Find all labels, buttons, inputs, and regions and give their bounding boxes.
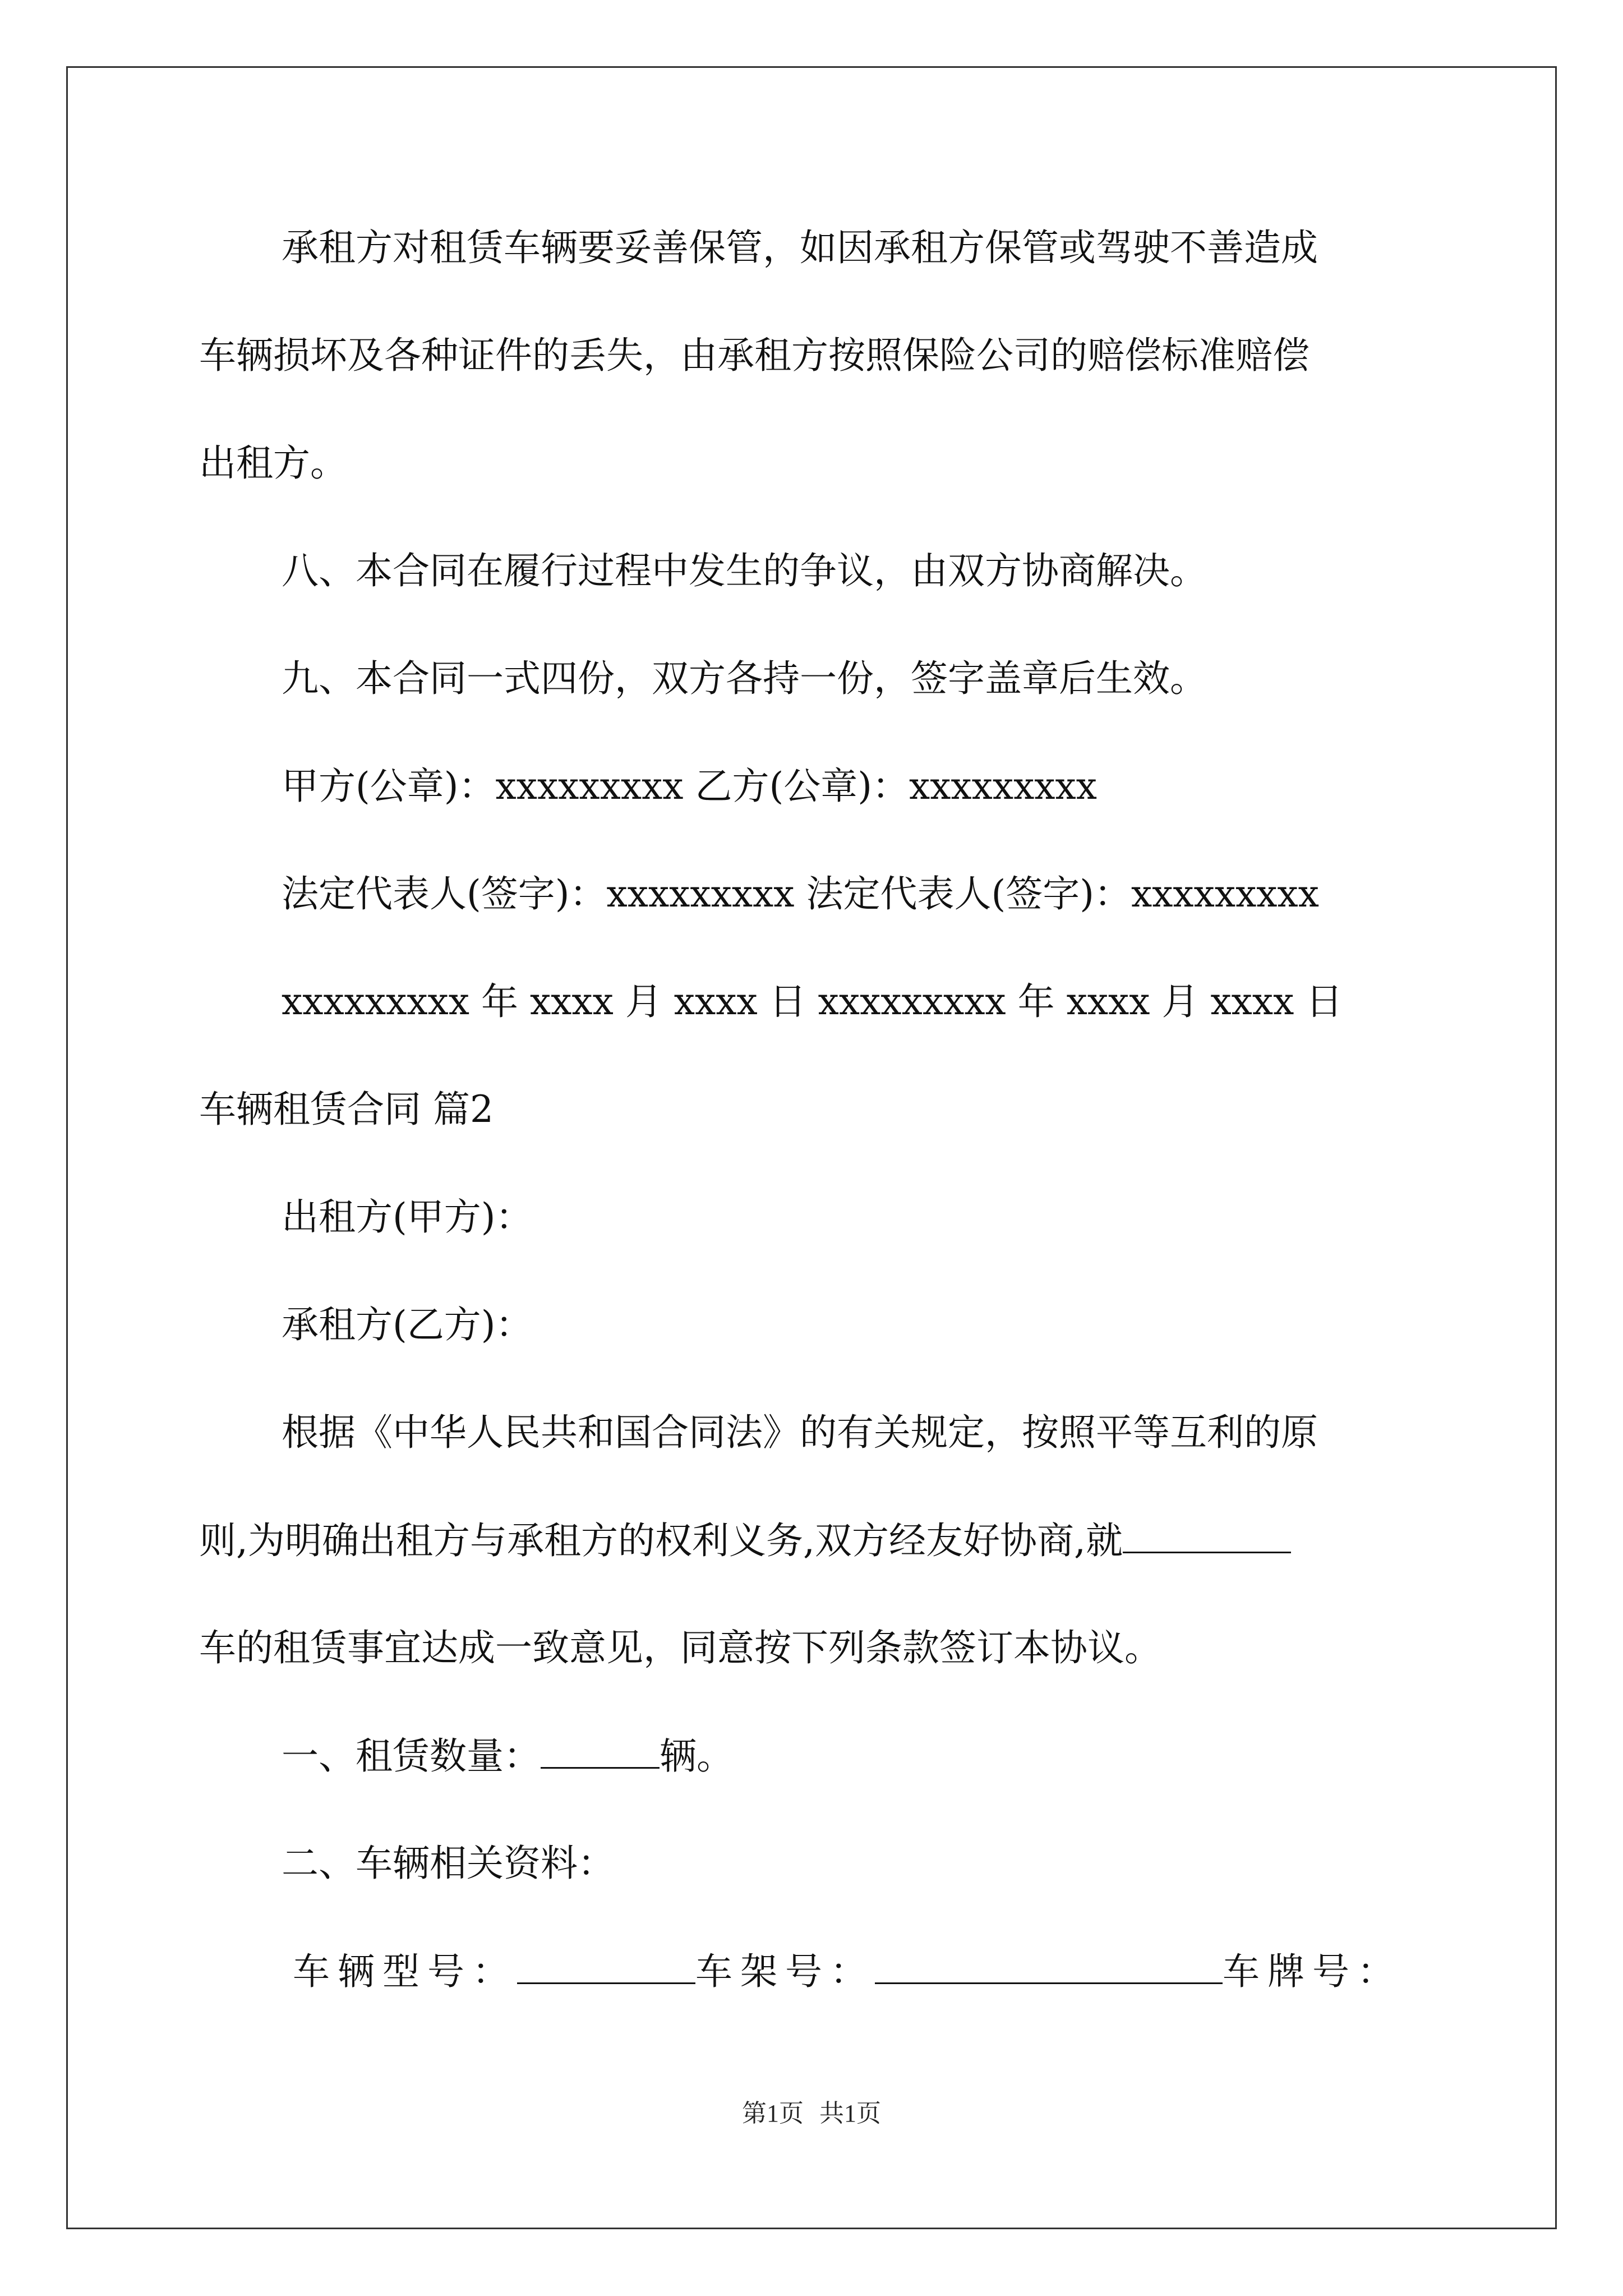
intro-line: 根据《中华人民共和国合同法》的有关规定，按照平等互利的原 <box>282 1411 1318 1454</box>
clause-9: 九、本合同一式四份，双方各持一份，签字盖章后生效。 <box>282 657 1207 700</box>
section-title: 车辆租赁合同 篇2 <box>199 1088 494 1131</box>
vehicle-info-line <box>293 1949 1402 1994</box>
item-1-prefix: 一、租赁数量： <box>282 1734 541 1778</box>
quantity-blank <box>541 1733 660 1769</box>
frame-no-label: 车架号： <box>695 1950 875 1993</box>
clause-8: 八、本合同在履行过程中发生的争议，由双方协商解决。 <box>282 549 1207 592</box>
intro-line <box>199 1518 1291 1563</box>
paragraph-line: 车辆损坏及各种证件的丢失，由承租方按照保险公司的赔偿标准赔偿 <box>199 334 1310 377</box>
representative-line: 法定代表人(签字)：xxxxxxxxx 法定代表人(签字)：xxxxxxxxx <box>282 872 1319 915</box>
date-line: xxxxxxxxx 年 xxxx 月 xxxx 日 xxxxxxxxx 年 xxxx 月 xxxx 日 <box>282 980 1343 1023</box>
paragraph-line: 出租方。 <box>199 441 347 485</box>
vehicle-model-blank <box>517 1949 695 1984</box>
page-current: 第1页 <box>742 2100 804 2127</box>
intro-line-text: 则,为明确出租方与承租方的权利义务,双方经友好协商,就 <box>199 1519 1123 1562</box>
item-1 <box>282 1733 734 1779</box>
page-total: 共1页 <box>819 2100 881 2127</box>
page-border <box>66 66 1557 2229</box>
frame-no-blank <box>875 1949 1223 1984</box>
item-2: 二、车辆相关资料： <box>282 1842 615 1885</box>
vehicle-blank <box>1123 1518 1291 1553</box>
page-footer <box>0 2098 1623 2129</box>
vehicle-model-label: 车辆型号： <box>293 1950 517 1993</box>
seal-line: 甲方(公章)：xxxxxxxxx 乙方(公章)：xxxxxxxxx <box>282 765 1097 808</box>
lessor-label: 出租方(甲方)： <box>282 1195 533 1239</box>
plate-no-label: 车牌号： <box>1223 1950 1402 1993</box>
intro-line: 车的租赁事宜达成一致意见，同意按下列条款签订本协议。 <box>199 1626 1161 1669</box>
item-1-suffix: 辆。 <box>660 1734 734 1778</box>
lessee-label: 承租方(乙方)： <box>282 1303 533 1346</box>
paragraph-line: 承租方对租赁车辆要妥善保管，如因承租方保管或驾驶不善造成 <box>282 226 1318 269</box>
